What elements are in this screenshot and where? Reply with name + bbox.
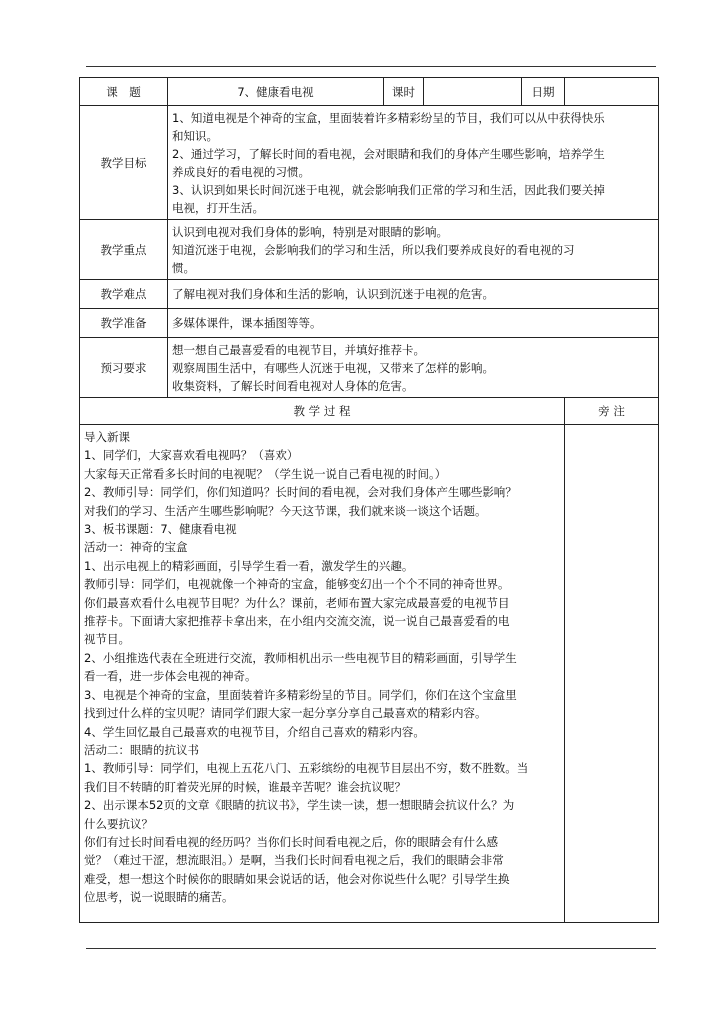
notes-cell (565, 425, 659, 923)
process-header: 教 学 过 程 (80, 398, 565, 425)
date-value (565, 78, 659, 106)
objectives-row (80, 106, 659, 220)
preparation-label: 教学准备 (80, 309, 168, 338)
objectives-line: 养成良好的看电视的习惯。 (172, 164, 310, 179)
process-header-row (80, 398, 659, 425)
key-points-line: 认识到电视对我们身体的影响，特别是对眼睛的影响。 (172, 224, 448, 239)
difficulties-row (80, 280, 659, 309)
header-rule (86, 66, 656, 67)
difficulties-line: 了解电视对我们身体和生活的影响，认识到沉迷于电视的危害。 (172, 287, 494, 301)
process-body-row (80, 425, 659, 923)
process-line: 位思考，说一说眼睛的痛苦。 (84, 890, 234, 905)
key-points-line: 惯。 (172, 260, 195, 275)
difficulties-label: 教学难点 (80, 280, 168, 309)
process-line: 1、教师引导：同学们，电视上五花八门、五彩缤纷的电视节目层出不穷，数不胜数。当 (84, 761, 529, 776)
process-line: 2、教师引导：同学们，你们知道吗？长时间的看电视，会对我们身体产生哪些影响？ (84, 485, 517, 500)
header-row (80, 78, 659, 106)
process-line: 什么要抗议？ (84, 816, 153, 831)
objectives-line: 电视，打开生活。 (172, 200, 264, 215)
topic-value: 7、健康看电视 (168, 78, 384, 106)
process-line: 我们目不转睛的盯着荧光屏的时候，谁最辛苦呢？谁会抗议呢？ (84, 779, 406, 794)
objectives-line: 和知识。 (172, 128, 218, 143)
process-line: 对我们的学习、生活产生哪些影响呢？今天这节课，我们就来谈一谈这个话题。 (84, 503, 487, 518)
process-line: 你们有过长时间看电视的经历吗？当你们长时间看电视之后，你的眼睛会有什么感 (84, 834, 498, 849)
date-label: 日期 (522, 78, 565, 106)
process-line: 活动二：眼睛的抗议书 (84, 742, 199, 757)
process-line: 推荐卡。下面请大家把推荐卡拿出来，在小组内交流交流，说一说自己最喜爱看的电 (84, 614, 510, 629)
process-line: 1、出示电视上的精彩画面，引导学生看一看，激发学生的兴趣。 (84, 558, 414, 573)
key-points-label: 教学重点 (80, 220, 168, 280)
preview-line: 想一想自己最喜爱看的电视节目，并填好推荐卡。 (172, 342, 425, 357)
difficulties-content (168, 280, 659, 309)
process-line: 大家每天正常看多长时间的电视呢？（学生说一说自己看电视的时间。） (84, 466, 447, 481)
preparation-content (168, 309, 659, 338)
process-line: 视节目。 (84, 632, 130, 647)
process-line: 看一看，进一步体会电视的神奇。 (84, 669, 257, 684)
process-line: 教师引导：同学们，电视就像一个神奇的宝盒，能够变幻出一个个不同的神奇世界。 (84, 577, 510, 592)
topic-label: 课 题 (80, 78, 168, 106)
process-line: 2、小组推选代表在全班进行交流，教师相机出示一些电视节目的精彩画面，引导学生 (84, 650, 517, 665)
process-line: 4、学生回忆最自己最喜欢的电视节目，介绍自己喜欢的精彩内容。 (84, 724, 425, 739)
preview-line: 观察周围生活中，有哪些人沉迷于电视，又带来了怎样的影响。 (172, 360, 494, 375)
preview-line: 收集资料，了解长时间看电视对人身体的危害。 (172, 378, 414, 393)
key-points-content (168, 220, 659, 280)
process-line: 3、板书课题：7、健康看电视 (84, 522, 237, 537)
process-line: 觉？（难过干涩，想流眼泪。）是啊，当我们长时间看电视之后，我们的眼睛会非常 (84, 853, 504, 868)
process-line: 导入新课 (84, 430, 130, 444)
process-line: 2、出示课本52页的文章《眼睛的抗议书》，学生读一读，想一想眼睛会抗议什么？为 (84, 798, 515, 813)
process-line: 活动一：神奇的宝盒 (84, 540, 188, 555)
objectives-line: 1、知道电视是个神奇的宝盒，里面装着许多精彩纷呈的节目，我们可以从中获得快乐 (172, 110, 605, 125)
footer-rule (86, 948, 656, 949)
hours-value (424, 78, 522, 106)
objectives-content (168, 106, 659, 220)
process-line: 你们最喜欢看什么电视节目呢？为什么？课前，老师布置大家完成最喜爱的电视节目 (84, 595, 510, 610)
preparation-line: 多媒体课件，课本插图等等。 (172, 316, 322, 330)
objectives-label: 教学目标 (80, 106, 168, 220)
process-content (80, 425, 565, 923)
lesson-plan-table (79, 77, 659, 923)
process-line: 3、电视是个神奇的宝盒，里面装着许多精彩纷呈的节目。同学们，你们在这个宝盒里 (84, 687, 517, 702)
process-line: 找到过什么样的宝贝呢？请同学们跟大家一起分享分享自己最喜欢的精彩内容。 (84, 706, 487, 721)
preview-label: 预习要求 (80, 338, 168, 398)
notes-header: 旁 注 (565, 398, 659, 425)
key-points-line: 知道沉迷于电视，会影响我们的学习和生活，所以我们要养成良好的看电视的习 (172, 242, 575, 257)
hours-label: 课时 (384, 78, 424, 106)
process-line: 难受，想一想这个时候你的眼睛如果会说话的话，他会对你说些什么呢？引导学生换 (84, 871, 510, 886)
preparation-row (80, 309, 659, 338)
process-line: 1、同学们，大家喜欢看电视吗？（喜欢） (84, 448, 299, 463)
preview-row (80, 338, 659, 398)
objectives-line: 3、认识到如果长时间沉迷于电视，就会影响我们正常的学习和生活，因此我们要关掉 (172, 182, 605, 197)
key-points-row (80, 220, 659, 280)
preview-content (168, 338, 659, 398)
objectives-line: 2、通过学习，了解长时间的看电视，会对眼睛和我们的身体产生哪些影响，培养学生 (172, 146, 605, 161)
